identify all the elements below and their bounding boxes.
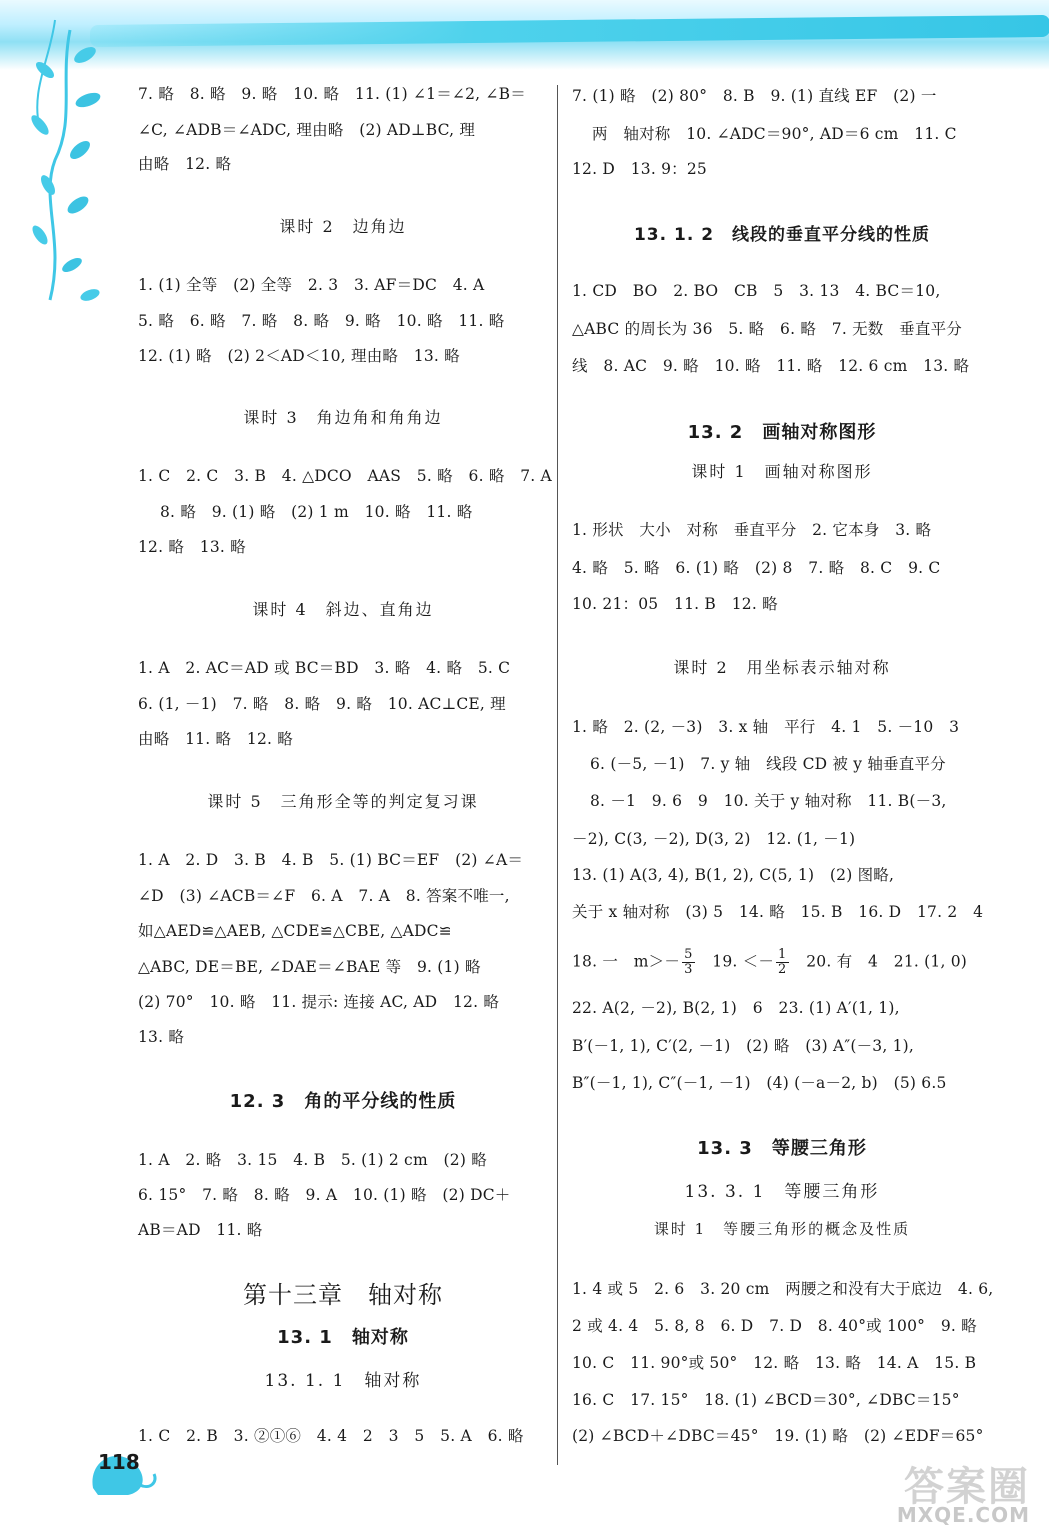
answer-line: 1. A 2. 略 3. 15 4. B 5. (1) 2 cm (2) 略 (138, 1151, 487, 1169)
answer-line: 7. (1) 略 (2) 80° 8. B 9. (1) 直线 EF (2) 一 (572, 87, 937, 105)
subsection-heading: 13. 1. 2 线段的垂直平分线的性质 (633, 225, 931, 245)
answer-line: ∠C, ∠ADB＝∠ADC, 理由略 (2) AD⊥BC, 理 (138, 121, 476, 139)
answer-line: 12. D 13. 9：25 (572, 160, 707, 178)
watermark-url: MXQE.COM (896, 1503, 1030, 1527)
watermark (850, 1455, 1035, 1535)
answer-line: 1. CD BO 2. BO CB 5 3. 13 4. BC＝10, (572, 282, 941, 300)
answer-line: △ABC 的周长为 36 5. 略 6. 略 7. 无数 垂直平分 (572, 320, 962, 338)
answer-line: 两 轴对称 10. ∠ADC＝90°, AD＝6 cm 11. C (592, 125, 957, 143)
answer-line: 5. 略 6. 略 7. 略 8. 略 9. 略 10. 略 11. 略 (138, 312, 505, 330)
answer-line: 1. 形状 大小 对称 垂直平分 2. 它本身 3. 略 (572, 521, 932, 539)
lesson-heading: 课时 4 斜边、直角边 (252, 600, 434, 619)
answer-line: 6. (1, －1) 7. 略 8. 略 9. 略 10. AC⊥CE, 理 (138, 695, 506, 713)
answer-line: B″(－1, 1), C″(－1, －1) (4) (－a－2, b) (5) 6.5 (572, 1074, 947, 1092)
answer-line: 10. C 11. 90°或 50° 12. 略 13. 略 14. A 15. B (572, 1354, 977, 1372)
answer-line: △ABC, DE＝BE, ∠DAE＝∠BAE 等 9. (1) 略 (138, 958, 481, 976)
answer-line: 由略 11. 略 12. 略 (138, 730, 293, 748)
answer-line: 6. (－5, －1) 7. y 轴 线段 CD 被 y 轴垂直平分 (590, 755, 946, 773)
answer-line: ∠D (3) ∠ACB＝∠F 6. A 7. A 8. 答案不唯一, (138, 887, 510, 905)
answer-line: 12. (1) 略 (2) 2＜AD＜10, 理由略 13. 略 (138, 347, 460, 365)
answer-line: (2) 70° 10. 略 11. 提示: 连接 AC, AD 12. 略 (138, 993, 500, 1011)
answer-line: 1. C 2. B 3. ②①⑥ 4. 4 2 3 5 5. A 6. 略 (138, 1427, 524, 1445)
answer-line: AB＝AD 11. 略 (138, 1221, 263, 1239)
answer-line: 22. A(2, －2), B(2, 1) 6 23. (1) A′(1, 1), (572, 999, 900, 1017)
page-number: 118 (98, 1450, 140, 1474)
answer-line: 8. －1 9. 6 9 10. 关于 y 轴对称 11. B(－3, (590, 792, 947, 810)
fraction (682, 948, 694, 977)
fraction-denominator: 3 (684, 962, 693, 977)
answer-line: 2 或 4. 4 5. 8, 8 6. D 7. D 8. 40°或 100° 9. 略 (572, 1317, 977, 1335)
lesson-heading: 课时 1 等腰三角形的概念及性质 (653, 1220, 911, 1238)
answer-line: 1. C 2. C 3. B 4. △DCO AAS 5. 略 6. 略 7. A (138, 467, 552, 485)
answer-line: 1. 4 或 5 2. 6 3. 20 cm 两腰之和没有大于底边 4. 6, (572, 1280, 994, 1298)
answer-line: 关于 x 轴对称 (3) 5 14. 略 15. B 16. D 17. 2 4 (572, 903, 984, 921)
lesson-heading: 课时 1 画轴对称图形 (691, 462, 873, 481)
watermark-title: 答案圈 (904, 1464, 1030, 1510)
answer-line: 6. 15° 7. 略 8. 略 9. A 10. (1) 略 (2) DC＋ (138, 1186, 511, 1204)
lesson-heading: 课时 2 用坐标表示轴对称 (673, 658, 891, 677)
fraction (776, 948, 788, 977)
header-band (0, 0, 1049, 70)
section-heading: 12. 3 角的平分线的性质 (229, 1091, 457, 1112)
answer-line: 8. 略 9. (1) 略 (2) 1 m 10. 略 11. 略 (160, 503, 473, 521)
answer-line-fractions (572, 948, 967, 977)
subsection-heading: 13. 1. 1 轴对称 (264, 1371, 422, 1391)
lesson-heading: 课时 3 角边角和角角边 (243, 408, 443, 427)
answer-line: 由略 12. 略 (138, 155, 232, 173)
fraction-numerator: 1 (778, 947, 787, 962)
answer-line: 13. 略 (138, 1028, 185, 1046)
answer-line: －2), C(3, －2), D(3, 2) 12. (1, －1) (572, 830, 856, 848)
answer-text: 18. 一 m＞－ (572, 952, 681, 971)
answer-line: (2) ∠BCD＋∠DBC＝45° 19. (1) 略 (2) ∠EDF＝65° (572, 1427, 984, 1445)
section-heading: 13. 3 等腰三角形 (697, 1138, 867, 1159)
section-heading: 13. 2 画轴对称图形 (687, 422, 877, 443)
answer-line: 12. 略 13. 略 (138, 538, 246, 556)
answer-line: 7. 略 8. 略 9. 略 10. 略 11. (1) ∠1＝∠2, ∠B＝ (138, 85, 526, 103)
lesson-heading: 课时 2 边角边 (279, 217, 407, 236)
answer-line: B′(－1, 1), C′(2, －1) (2) 略 (3) A″(－3, 1), (572, 1037, 915, 1055)
answer-line: 如△AED≌△AEB, △CDE≌△CBE, △ADC≌ (138, 922, 452, 940)
answer-line: 10. 21：05 11. B 12. 略 (572, 595, 778, 613)
subsection-heading: 13. 3. 1 等腰三角形 (684, 1182, 880, 1202)
answer-line: 16. C 17. 15° 18. (1) ∠BCD＝30°, ∠DBC＝15° (572, 1391, 960, 1409)
answer-line: 13. (1) A(3, 4), B(1, 2), C(5, 1) (2) 图略, (572, 866, 895, 884)
answer-text: 20. 有 4 21. (1, 0) (790, 952, 968, 971)
vine-decoration-icon (0, 0, 120, 340)
answer-line: 1. 略 2. (2, －3) 3. x 轴 平行 4. 1 5. －10 3 (572, 718, 960, 736)
column-divider (557, 85, 558, 1465)
answer-line: 1. (1) 全等 (2) 全等 2. 3 3. AF＝DC 4. A (138, 276, 485, 294)
section-heading: 13. 1 轴对称 (277, 1327, 409, 1348)
page-number-badge (88, 1440, 178, 1500)
fraction-denominator: 2 (778, 962, 787, 977)
answer-line: 4. 略 5. 略 6. (1) 略 (2) 8 7. 略 8. C 9. C (572, 559, 941, 577)
header-stripe (90, 15, 1049, 47)
answer-line: 1. A 2. D 3. B 4. B 5. (1) BC＝EF (2) ∠A＝ (138, 851, 524, 869)
chapter-title: 第十三章 轴对称 (243, 1281, 443, 1309)
answer-line: 线 8. AC 9. 略 10. 略 11. 略 12. 6 cm 13. 略 (572, 357, 970, 375)
fraction-numerator: 5 (684, 947, 693, 962)
answer-line: 1. A 2. AC＝AD 或 BC＝BD 3. 略 4. 略 5. C (138, 659, 511, 677)
answer-text: 19. ＜－ (696, 952, 775, 971)
lesson-heading: 课时 5 三角形全等的判定复习课 (207, 792, 479, 811)
